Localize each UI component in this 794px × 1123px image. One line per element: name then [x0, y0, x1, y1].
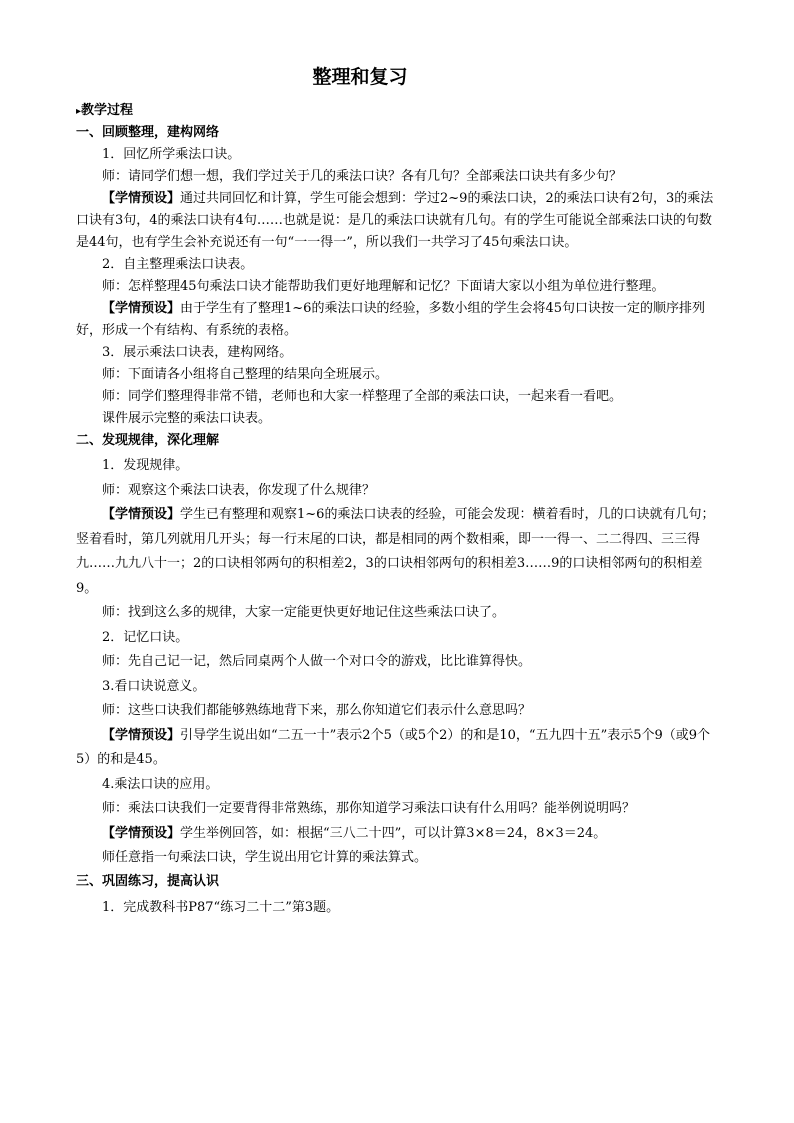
page-title: 整理和复习 [312, 66, 408, 88]
paragraph-text: 由于学生有了整理1~6的乘法口诀的经验，多数小组的学生会将45句口诀按一定的顺序排列好，形成一个有结构、有系统的表格。 [76, 301, 705, 338]
preview-tag: 【学情预设】 [102, 507, 181, 522]
preview-tag: 【学情预设】 [102, 191, 181, 206]
section-heading: 二、发现规律，深化理解 [76, 433, 220, 448]
paragraph: 师：找到这么多的规律，大家一定能更快更好地记住这些乘法口诀了。 [102, 605, 506, 620]
paragraph-text: 通过共同回忆和计算，学生可能会想到：学过2~9的乘法口诀，2的乘法口诀有2句，3的乘法口诀有3句，4的乘法口诀有4句……也就是说：是几的乘法口诀就有几句。有的学生可能说全部乘法口诀的句数是44句，也有学生会补充说还有一句“一一得一”，所以我们一共学习了45句乘法口诀。 [76, 191, 714, 250]
paragraph [76, 724, 716, 773]
paragraph [76, 188, 716, 254]
paragraph: 1．回忆所学乘法口诀。 [102, 147, 241, 162]
document-page [76, 64, 716, 920]
triangle-marker-icon: ▸ [76, 106, 82, 117]
paragraph: 课件展示完整的乘法口诀表。 [102, 411, 272, 426]
paragraph-text: 学生已有整理和观察1~6的乘法口诀表的经验，可能会发现：横着看时，几的口诀就有几句；竖着看时，第几列就用几开头；每一行末尾的口诀，都是相同的两个数相乘，即一一得一、二二得四、三三得九……九九八十一；2的口诀相邻两句的积相差2，3的口诀相邻两句的积相差3……9的口诀相邻两句的积相差9。 [76, 507, 715, 596]
paragraph: 4.乘法口诀的应用。 [102, 776, 219, 792]
paragraph: 师：下面请各小组将自己整理的结果向全班展示。 [102, 367, 389, 382]
paragraph: 3．展示乘法口诀表，建构网络。 [102, 345, 293, 360]
paragraph: 2．自主整理乘法口诀表。 [102, 257, 254, 272]
paragraph: 师任意指一句乘法口诀，学生说出用它计算的乘法算式。 [102, 850, 428, 865]
paragraph: 2．记忆口诀。 [102, 629, 189, 645]
paragraph: 师：先自己记一记，然后同桌两个人做一个对口令的游戏，比比谁算得快。 [102, 654, 532, 669]
process-label [76, 100, 716, 122]
preview-tag: 【学情预设】 [102, 727, 181, 743]
paragraph [76, 503, 716, 601]
paragraph: 师：乘法口诀我们一定要背得非常熟练，那你知道学习乘法口诀有什么用吗？能举例说明吗？ [102, 801, 636, 816]
paragraph [76, 822, 716, 847]
paragraph: 3.看口诀说意义。 [102, 678, 206, 694]
paragraph: 1．完成教科书P87“练习二十二”第3题。 [102, 899, 340, 915]
preview-tag: 【学情预设】 [102, 301, 181, 316]
section-heading: 一、回顾整理，建构网络 [76, 125, 220, 140]
preview-tag: 【学情预设】 [102, 825, 181, 841]
paragraph: 师：同学们整理得非常不错，老师也和大家一样整理了全部的乘法口诀，一起来看一看吧。 [102, 389, 623, 404]
paragraph-text: 引导学生说出如“二五一十”表示2个5（或5个2）的和是10，“五九四十五”表示5个9（或9个5）的和是45。 [76, 727, 711, 767]
paragraph: 1．发现规律。 [102, 458, 189, 473]
paragraph: 师：这些口诀我们都能够熟练地背下来，那么你知道它们表示什么意思吗？ [102, 703, 532, 718]
paragraph-text: 学生举例回答，如：根据“三八二十四”，可以计算3×8＝24，8×3＝24。 [180, 825, 607, 841]
paragraph: 师：请同学们想一想，我们学过关于几的乘法口诀？各有几句？全部乘法口诀共有多少句？ [102, 169, 623, 184]
paragraph: 师：怎样整理45句乘法口诀才能帮助我们更好地理解和记忆？下面请大家以小组为单位进行整理。 [102, 279, 665, 294]
paragraph: 师：观察这个乘法口诀表，你发现了什么规律？ [102, 482, 376, 498]
section-heading: 三、巩固练习，提高认识 [76, 873, 220, 889]
paragraph [76, 298, 716, 342]
process-label-text: 教学过程 [81, 103, 134, 118]
